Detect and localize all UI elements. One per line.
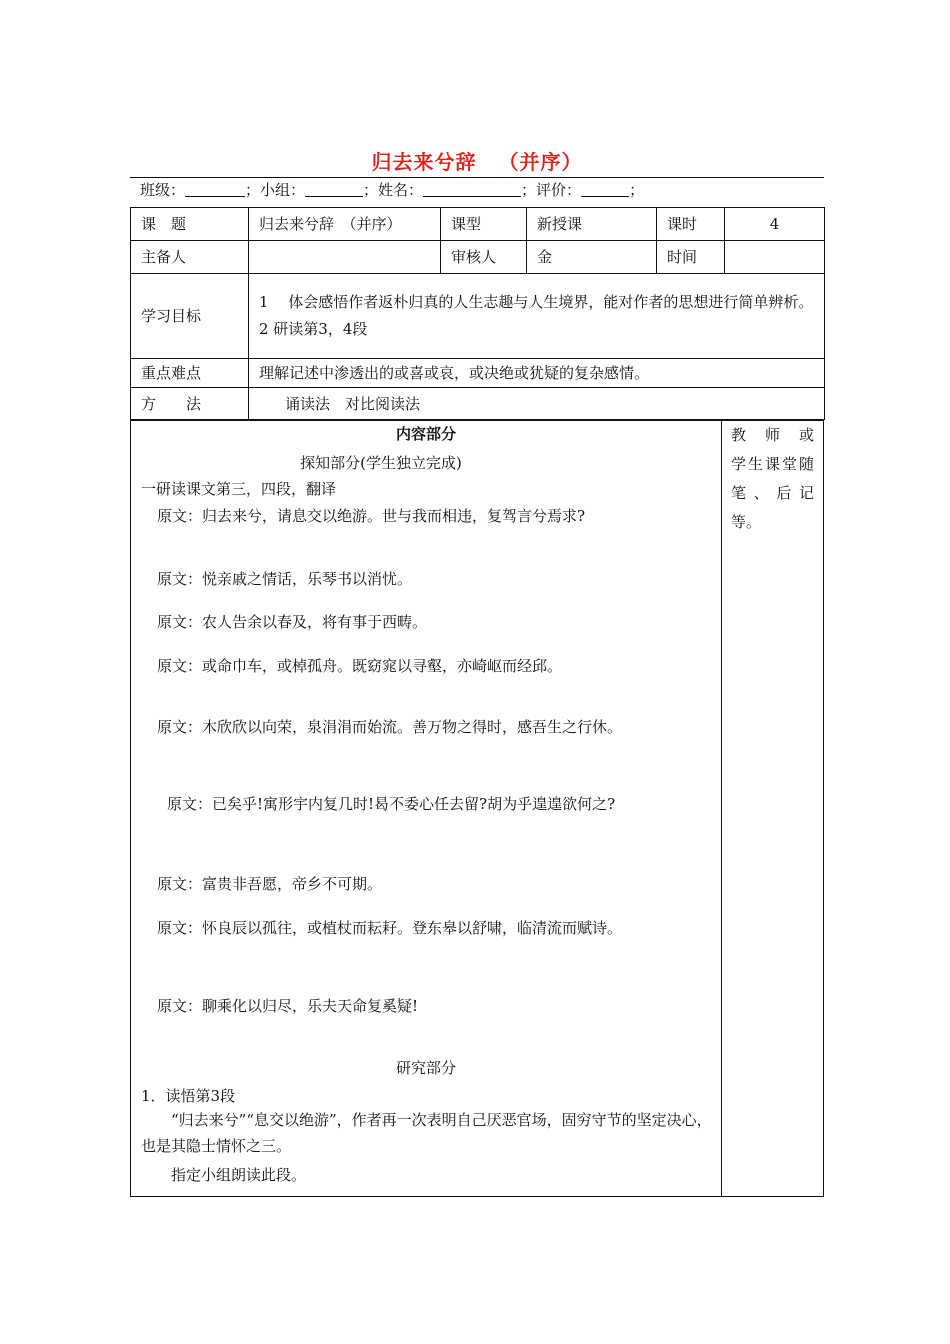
method-label: 方 法: [131, 388, 249, 420]
group-field[interactable]: [305, 182, 363, 197]
content-section: [130, 420, 824, 1197]
time-value: [725, 241, 825, 274]
goal-1: 1 体会感悟作者返朴归真的人生志趣与人生境界，能对作者的思想进行简单辨析。: [259, 293, 814, 311]
notes-line-2: 学生课堂随: [731, 455, 814, 473]
method-value: 诵读法 对比阅读法: [249, 388, 825, 420]
content-heading: 内容部分: [395, 425, 456, 443]
passage-5: 原文：木欣欣以向荣，泉涓涓而始流。善万物之得时，感吾生之行休。: [157, 718, 623, 736]
passage-1: 原文：归去来兮，请息交以绝游。世与我而相违，复驾言兮焉求?: [157, 507, 586, 525]
eval-field[interactable]: [581, 182, 629, 197]
passage-9: 原文：聊乘化以归尽，乐夫天命复奚疑!: [157, 997, 419, 1015]
passage-6: 原文：已矣乎!寓形宇内复几时!曷不委心任去留?胡为乎遑遑欲何之?: [167, 795, 616, 813]
task-instruction: 一研读课文第三，四段，翻译: [141, 480, 337, 498]
passage-4: 原文：或命巾车，或棹孤舟。既窈窕以寻壑，亦崎岖而经邱。: [157, 657, 563, 675]
topic-label: 课 题: [131, 208, 249, 241]
page-title: [130, 146, 824, 175]
research-heading: 研究部分: [395, 1059, 456, 1077]
type-value: 新授课: [527, 208, 657, 241]
key-label: 重点难点: [131, 359, 249, 388]
notes-line-1: 教 师 或: [731, 426, 814, 444]
end-mark: ；: [629, 181, 645, 199]
student-info-row: [140, 179, 644, 200]
name-label: ；姓名：: [363, 181, 424, 199]
group-label: ；小组：: [245, 181, 306, 199]
notes-line-3: 笔 、 后 记: [731, 484, 814, 502]
time-label: 时间: [657, 241, 725, 274]
preparer-value: [249, 241, 441, 274]
hours-label: 课时: [657, 208, 725, 241]
eval-label: ；评价：: [521, 181, 582, 199]
passage-3: 原文：农人告余以春及，将有事于西畴。: [157, 613, 428, 631]
goal-2: 2 研读第3，4段: [259, 320, 368, 338]
notes-line-4: 等。: [731, 513, 762, 531]
title-main: 归去来兮辞: [371, 150, 477, 174]
research-paragraph: “归去来兮”“息交以绝游”，作者再一次表明自己厌恶官场，固穷守节的坚定决心，也是其隐士情怀之三。: [141, 1111, 712, 1155]
passage-2: 原文：悦亲戚之情话，乐琴书以消忧。: [157, 570, 413, 588]
goals-label: 学习目标: [131, 274, 249, 359]
research-item: 1．读悟第3段: [141, 1087, 236, 1105]
class-label: 班级：: [140, 181, 186, 199]
passage-7: 原文：富贵非吾愿，帝乡不可期。: [157, 875, 383, 893]
goals-cell: [249, 274, 825, 359]
title-rule: [130, 177, 824, 178]
type-label: 课型: [441, 208, 527, 241]
topic-value: 归去来兮辞 （并序）: [249, 208, 441, 241]
preparer-label: 主备人: [131, 241, 249, 274]
class-field[interactable]: [185, 182, 245, 197]
title-sub: （并序）: [498, 150, 583, 174]
key-value: 理解记述中渗透出的或喜或哀，或决绝或犹疑的复杂感情。: [249, 359, 825, 388]
explore-heading: 探知部分(学生独立完成): [300, 454, 462, 472]
teacher-notes-column: [721, 421, 823, 1196]
reviewer-value: 金: [527, 241, 657, 274]
reviewer-label: 审核人: [441, 241, 527, 274]
research-instruction: 指定小组朗读此段。: [171, 1166, 307, 1184]
name-field[interactable]: [423, 182, 521, 197]
passage-8: 原文：怀良辰以孤往，或植杖而耘耔。登东皋以舒啸，临清流而赋诗。: [157, 919, 623, 937]
hours-value: 4: [725, 208, 825, 241]
lesson-header-table: [130, 207, 825, 420]
